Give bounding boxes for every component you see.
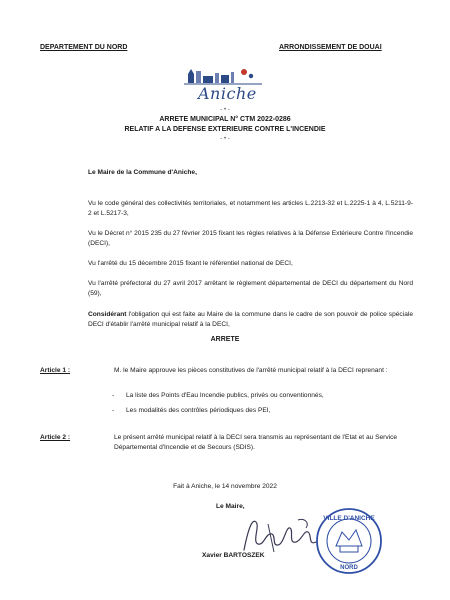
considerant-text: l'obligation qui est faite au Maire de la commune dans le cadre de son pouvoir de police spéciale DECI d'établir l'arrêté municipal relatif à la DECI, xyxy=(88,311,413,328)
title-separator-top: - • - xyxy=(220,107,230,113)
arrete-heading: ARRETE xyxy=(210,336,240,343)
mayor-intro: Le Maire de la Commune d'Aniche, xyxy=(88,169,197,176)
town-logo xyxy=(180,62,270,108)
place-date: Fait à Aniche, le 14 novembre 2022 xyxy=(173,483,277,490)
seal-bottom-text: NORD xyxy=(340,565,358,571)
article-1-label: Article 1 : xyxy=(40,367,71,374)
vu-paragraph: Vu l'arrêté préfectoral du 27 avril 2017 arrêtant le règlement départemental de DECI du département du Nord (59), xyxy=(88,280,413,297)
arrete-number: ARRETE MUNICIPAL N° CTM 2022-0286 xyxy=(159,116,291,123)
arrete-subject: RELATIF A LA DEFENSE EXTERIEURE CONTRE L'INCENDIE xyxy=(124,126,326,133)
article-1-item: - La liste des Points d'Eau Incendie publics, privés ou conventionnés, xyxy=(126,391,324,401)
official-seal-stamp xyxy=(314,506,384,576)
vu-paragraph: Vu le Décret n° 2015 235 du 27 février 2015 fixant les règles relatives à la Défense Extérieure Contre l'Incendie (DECI), xyxy=(88,230,413,247)
seal-top-text: VILLE D'ANICHE xyxy=(323,515,375,522)
logo-wordmark: Aniche xyxy=(198,84,257,103)
title-separator-bottom: - • - xyxy=(220,136,230,142)
article-1-text: M. le Maire approuve les pièces constitutives de l'arrêté municipal relatif à la DECI reprenant : xyxy=(114,367,388,374)
department-header: DEPARTEMENT DU NORD xyxy=(40,44,128,51)
article-2-label: Article 2 : xyxy=(40,434,71,441)
article-1-item: - Les modalités des contrôles périodiques des PEI, xyxy=(126,406,270,416)
considerant-lead: Considérant xyxy=(88,311,127,318)
mayor-role: Le Maire, xyxy=(216,503,245,510)
vu-paragraph: Vu l'arrêté du 15 décembre 2015 fixant le référentiel national de DECI, xyxy=(88,260,293,267)
considerant-paragraph xyxy=(88,310,413,329)
arrondissement-header: ARRONDISSEMENT DE DOUAI xyxy=(279,44,382,51)
mayor-name: Xavier BARTOSZEK xyxy=(202,552,265,559)
article-2-text: Le présent arrêté municipal relatif à la DECI sera transmis au représentant de l'Etat et au Service Départemental d'Incendie et de Secours (SDIS). xyxy=(114,434,398,451)
vu-paragraph: Vu le code général des collectivités territoriales, et notamment les articles L.2213-32 et L.2225-1 à 4, L.5211-9-2 et L.5217-3, xyxy=(88,200,413,217)
